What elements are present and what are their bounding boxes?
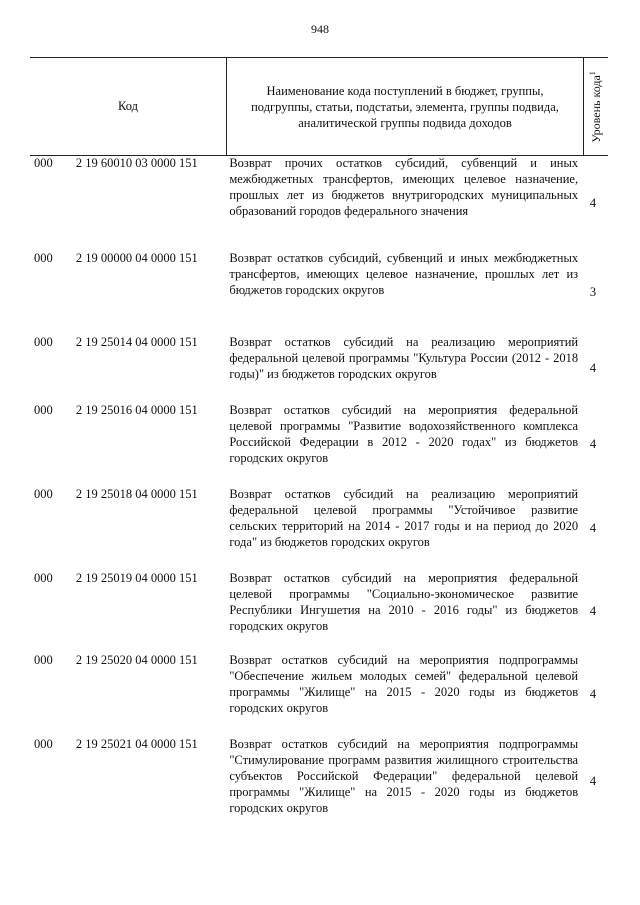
row-code: 2 19 25018 04 0000 151 [75,487,198,501]
row-level: 4 [589,604,597,618]
table-body [30,155,608,826]
row-name: Возврат остатков субсидий на мероприятия федеральной целевой программы "Развитие водохозяйственного комплекса Российской Федерации в 2012 - 2020 годах" из бюджетов городских округов [229,403,579,465]
header-level-text [588,71,604,143]
row-prefix: 000 [34,653,53,667]
table-row [30,402,608,486]
row-name: Возврат прочих остатков субсидий, субвенций и иных межбюджетных трансфертов, имеющих целевое назначение, прошлых лет из бюджетов внутригородских муниципальных образований городов федерального значения [229,156,579,218]
row-level: 4 [589,774,597,788]
row-name: Возврат остатков субсидий на мероприятия подпрограммы "Стимулирование программ развития жилищного строительства субъектов Российской Федерации" федеральной целевой программы "Жилище" на 2015 - 2020 годы из бюджетов городских округов [229,737,579,815]
table-row [30,486,608,570]
row-level: 4 [589,195,597,210]
page-number: 948 [311,22,329,36]
row-code: 2 19 25019 04 0000 151 [75,571,198,585]
row-prefix: 000 [34,571,53,585]
row-level: 4 [589,437,597,451]
row-level: 3 [589,285,597,299]
row-prefix: 000 [34,487,53,501]
row-level: 4 [589,687,597,701]
header-level [584,58,608,155]
header-level-footnote: 1 [588,70,597,75]
row-name: Возврат остатков субсидий, субвенций и иных межбюджетных трансфертов, имеющих целевое назначение, прошлых лет из бюджетов городских округов [229,251,579,297]
row-name: Возврат остатков субсидий на реализацию мероприятий федеральной целевой программы "Культура России (2012 - 2018 годы)" из бюджетов городских округов [229,335,579,381]
row-prefix: 000 [34,737,53,751]
table-header [30,57,608,156]
table-row [30,652,608,736]
row-level: 4 [589,521,597,535]
row-prefix: 000 [34,156,53,170]
row-code: 2 19 25014 04 0000 151 [75,335,198,349]
row-name: Возврат остатков субсидий на мероприятия федеральной целевой программы "Социально-экономическое развитие Республики Ингушетия на 2010 - 2016 годы" из бюджетов городских округов [229,571,579,633]
row-code: 2 19 60010 03 0000 151 [75,156,198,170]
table-row [30,570,608,652]
row-code: 2 19 25016 04 0000 151 [75,403,198,417]
table-row [30,736,608,826]
table-row [30,334,608,402]
header-code: Код [30,58,227,155]
row-prefix: 000 [34,403,53,417]
row-name: Возврат остатков субсидий на мероприятия подпрограммы "Обеспечение жильем молодых семей" федеральной целевой программы "Жилище" на 2015 - 2020 годы из бюджетов городских округов [229,653,579,715]
header-level-label: Уровень кода [589,74,603,143]
row-code: 2 19 00000 04 0000 151 [75,251,198,265]
row-prefix: 000 [34,251,53,265]
row-prefix: 000 [34,335,53,349]
row-name: Возврат остатков субсидий на реализацию мероприятий федеральной целевой программы "Устойчивое развитие сельских территорий на 2014 - 2017 годы и на период до 2020 года" из бюджетов городских округов [229,487,579,549]
table-row [30,250,608,334]
row-code: 2 19 25020 04 0000 151 [75,653,198,667]
row-level: 4 [589,361,597,375]
header-name: Наименование кода поступлений в бюджет, группы, подгруппы, статьи, подстатьи, элемента, группы подвида, аналитической группы подвида доходов [227,58,584,155]
row-code: 2 19 25021 04 0000 151 [75,737,198,751]
table-row [30,155,608,250]
